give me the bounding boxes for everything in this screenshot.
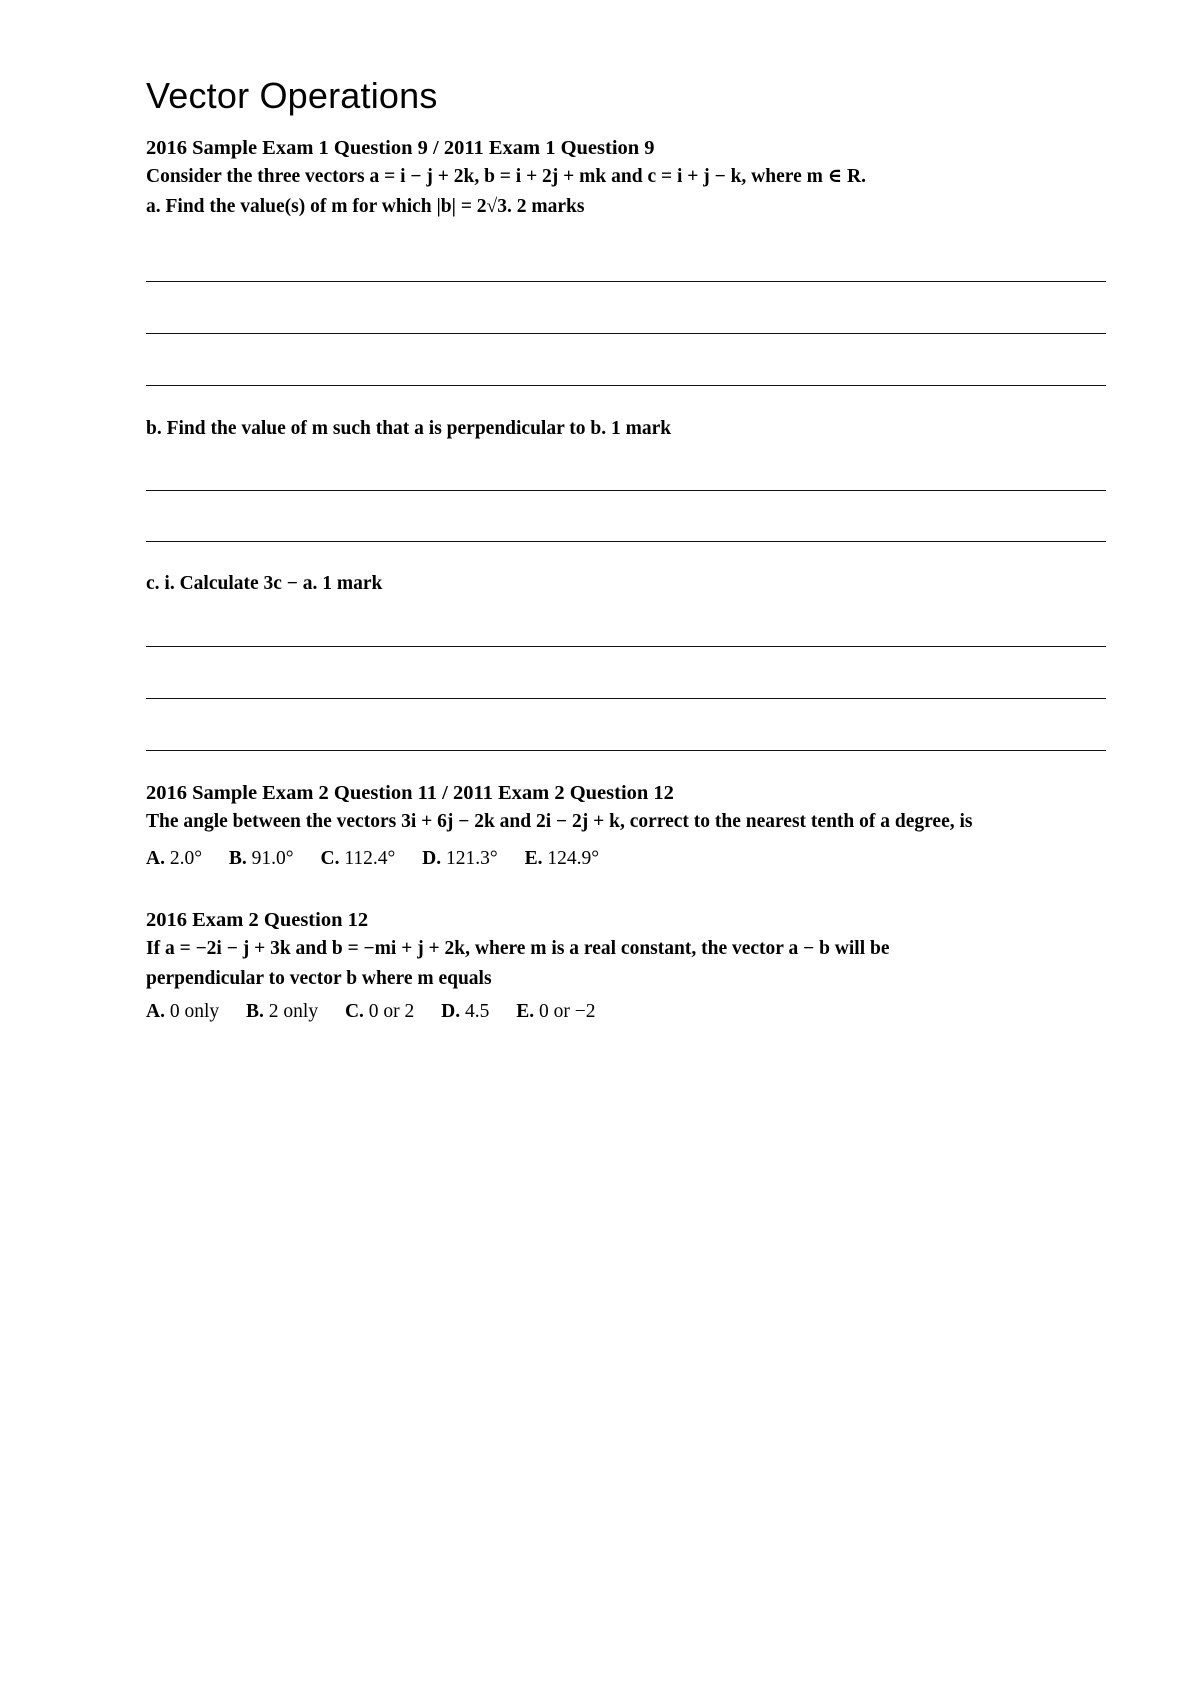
question-1 — [146, 134, 1106, 222]
answer-line — [146, 698, 1106, 699]
page-title: Vector Operations — [146, 75, 438, 116]
answer-line — [146, 490, 1106, 491]
question-2-heading: 2016 Sample Exam 2 Question 11 / 2011 Exam 2 Question 12 — [146, 782, 674, 804]
answer-line — [146, 750, 1106, 751]
question-1-intro: Consider the three vectors a = i − j + 2k, b = i + 2j + mk and c = i + j − k, where m ∈ R. — [146, 166, 866, 187]
option-e[interactable]: E. 0 or −2 — [516, 1001, 596, 1022]
question-2-options — [146, 845, 1106, 873]
question-3-options — [146, 998, 1106, 1026]
question-1-part-c-block — [146, 569, 1106, 599]
answer-line — [146, 385, 1106, 386]
option-e[interactable]: E. 124.9° — [524, 848, 600, 869]
option-d[interactable]: D. 4.5 — [441, 1001, 490, 1022]
answer-line — [146, 333, 1106, 334]
option-d[interactable]: D. 121.3° — [422, 848, 498, 869]
option-b[interactable]: B. 91.0° — [228, 848, 294, 869]
question-1-part-b-block — [146, 414, 1106, 444]
question-2 — [146, 779, 1106, 873]
question-1-part-b: b. Find the value of m such that a is perpendicular to b. 1 mark — [146, 418, 672, 439]
question-3-heading: 2016 Exam 2 Question 12 — [146, 909, 369, 931]
question-3 — [146, 906, 1106, 1026]
question-3-stem-line-1: If a = −2i − j + 3k and b = −mi + j + 2k, where m is a real constant, the vector a − b will be — [146, 938, 890, 959]
option-c[interactable]: C. 112.4° — [320, 848, 396, 869]
answer-line — [146, 281, 1106, 282]
question-1-heading: 2016 Sample Exam 1 Question 9 / 2011 Exam 1 Question 9 — [146, 137, 655, 159]
question-2-stem: The angle between the vectors 3i + 6j − 2k and 2i − 2j + k, correct to the nearest tenth of a degree, is — [146, 811, 973, 832]
option-a[interactable]: A. 0 only — [146, 1001, 220, 1022]
question-3-stem-line-2: perpendicular to vector b where m equals — [146, 968, 492, 989]
question-1-part-c: c. i. Calculate 3c − a. 1 mark — [146, 573, 383, 594]
option-b[interactable]: B. 2 only — [246, 1001, 319, 1022]
option-c[interactable]: C. 0 or 2 — [344, 1001, 415, 1022]
option-a[interactable]: A. 2.0° — [146, 848, 203, 869]
question-1-part-a: a. Find the value(s) of m for which |b| = 2√3. 2 marks — [146, 196, 585, 217]
answer-line — [146, 541, 1106, 542]
answer-line — [146, 646, 1106, 647]
